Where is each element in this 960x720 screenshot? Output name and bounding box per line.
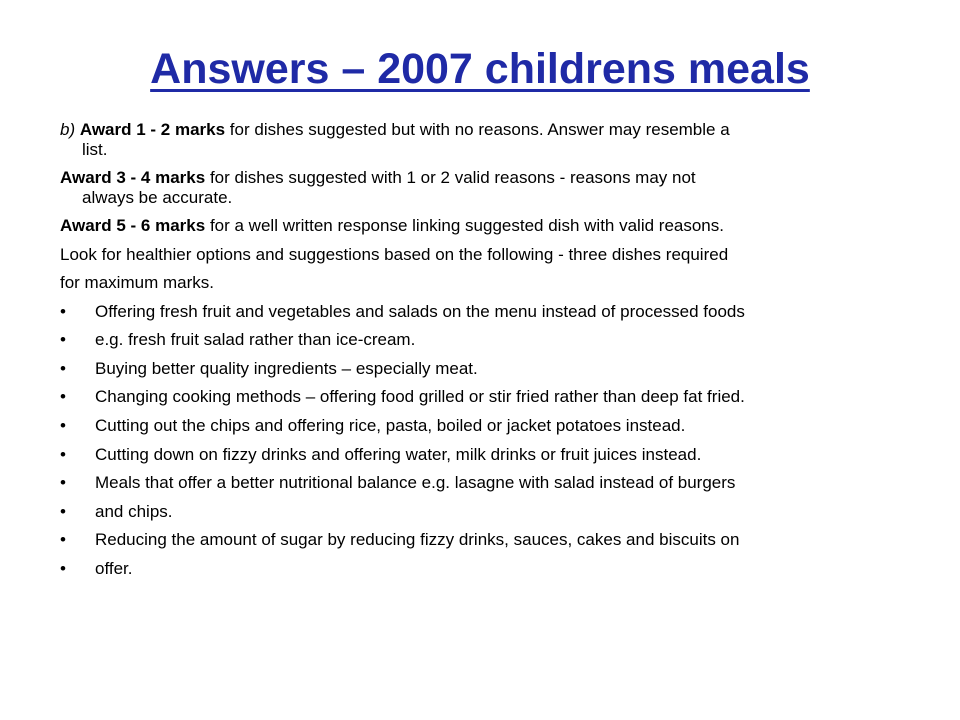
list-item <box>60 530 910 550</box>
award-3-4-marks: Award 3 - 4 marks <box>60 168 206 188</box>
list-item <box>60 473 910 493</box>
list-item <box>60 416 910 436</box>
paragraph-award-3-4 <box>60 168 910 207</box>
list-item <box>60 387 910 407</box>
bullet-icon: • <box>60 444 66 464</box>
paragraph-text-continued: list. <box>82 139 108 159</box>
slide-body <box>60 120 910 587</box>
list-item-text: Meals that offer a better nutritional balance e.g. lasagne with salad instead of burgers <box>95 473 736 493</box>
list-item-text: and chips. <box>95 501 173 521</box>
award-1-2-marks: Award 1 - 2 marks <box>79 120 226 139</box>
paragraph-guidance: Look for healthier options and suggestions based on the following - three dishes required <box>60 244 729 264</box>
paragraph-text: for dishes suggested with 1 or 2 valid reasons - reasons may not <box>205 168 696 188</box>
award-5-6-marks: Award 5 - 6 marks <box>60 216 206 236</box>
list-item-text: Reducing the amount of sugar by reducing fizzy drinks, sauces, cakes and biscuits on <box>95 530 740 550</box>
bullet-icon: • <box>60 301 66 321</box>
list-item-text: Offering fresh fruit and vegetables and salads on the menu instead of processed foods <box>95 301 745 321</box>
bullet-icon: • <box>60 501 66 521</box>
list-item-text: Cutting out the chips and offering rice, pasta, boiled or jacket potatoes instead. <box>95 416 686 436</box>
list-item <box>60 445 910 465</box>
paragraph-award-1-2 <box>60 120 910 159</box>
list-item <box>60 359 910 379</box>
suggestion-list <box>60 302 910 578</box>
bullet-icon: • <box>60 416 66 436</box>
list-item <box>60 330 910 350</box>
bullet-icon: • <box>60 330 66 350</box>
bullet-icon: • <box>60 473 66 493</box>
bullet-icon: • <box>60 530 66 550</box>
bullet-icon: • <box>60 558 66 578</box>
bullet-icon: • <box>60 387 66 407</box>
list-item <box>60 502 910 522</box>
part-label: b) <box>60 120 76 139</box>
list-item-text: e.g. fresh fruit salad rather than ice-cream. <box>95 330 416 350</box>
list-item-text: Cutting down on fizzy drinks and offering water, milk drinks or fruit juices instead. <box>95 444 702 464</box>
paragraph-text: for a well written response linking suggested dish with valid reasons. <box>205 216 724 236</box>
slide-title: Answers – 2007 childrens meals <box>150 45 810 93</box>
bullet-icon: • <box>60 358 66 378</box>
paragraph-text-continued: always be accurate. <box>82 187 233 207</box>
list-item-text: offer. <box>95 558 133 578</box>
list-item <box>60 302 910 322</box>
list-item-text: Changing cooking methods – offering food grilled or stir fried rather than deep fat fried. <box>95 387 745 407</box>
paragraph-award-5-6 <box>60 216 910 236</box>
list-item <box>60 559 910 579</box>
list-item-text: Buying better quality ingredients – especially meat. <box>95 358 478 378</box>
paragraph-guidance-continued: for maximum marks. <box>60 273 214 293</box>
paragraph-text: for dishes suggested but with no reasons. Answer may resemble a <box>225 120 730 139</box>
